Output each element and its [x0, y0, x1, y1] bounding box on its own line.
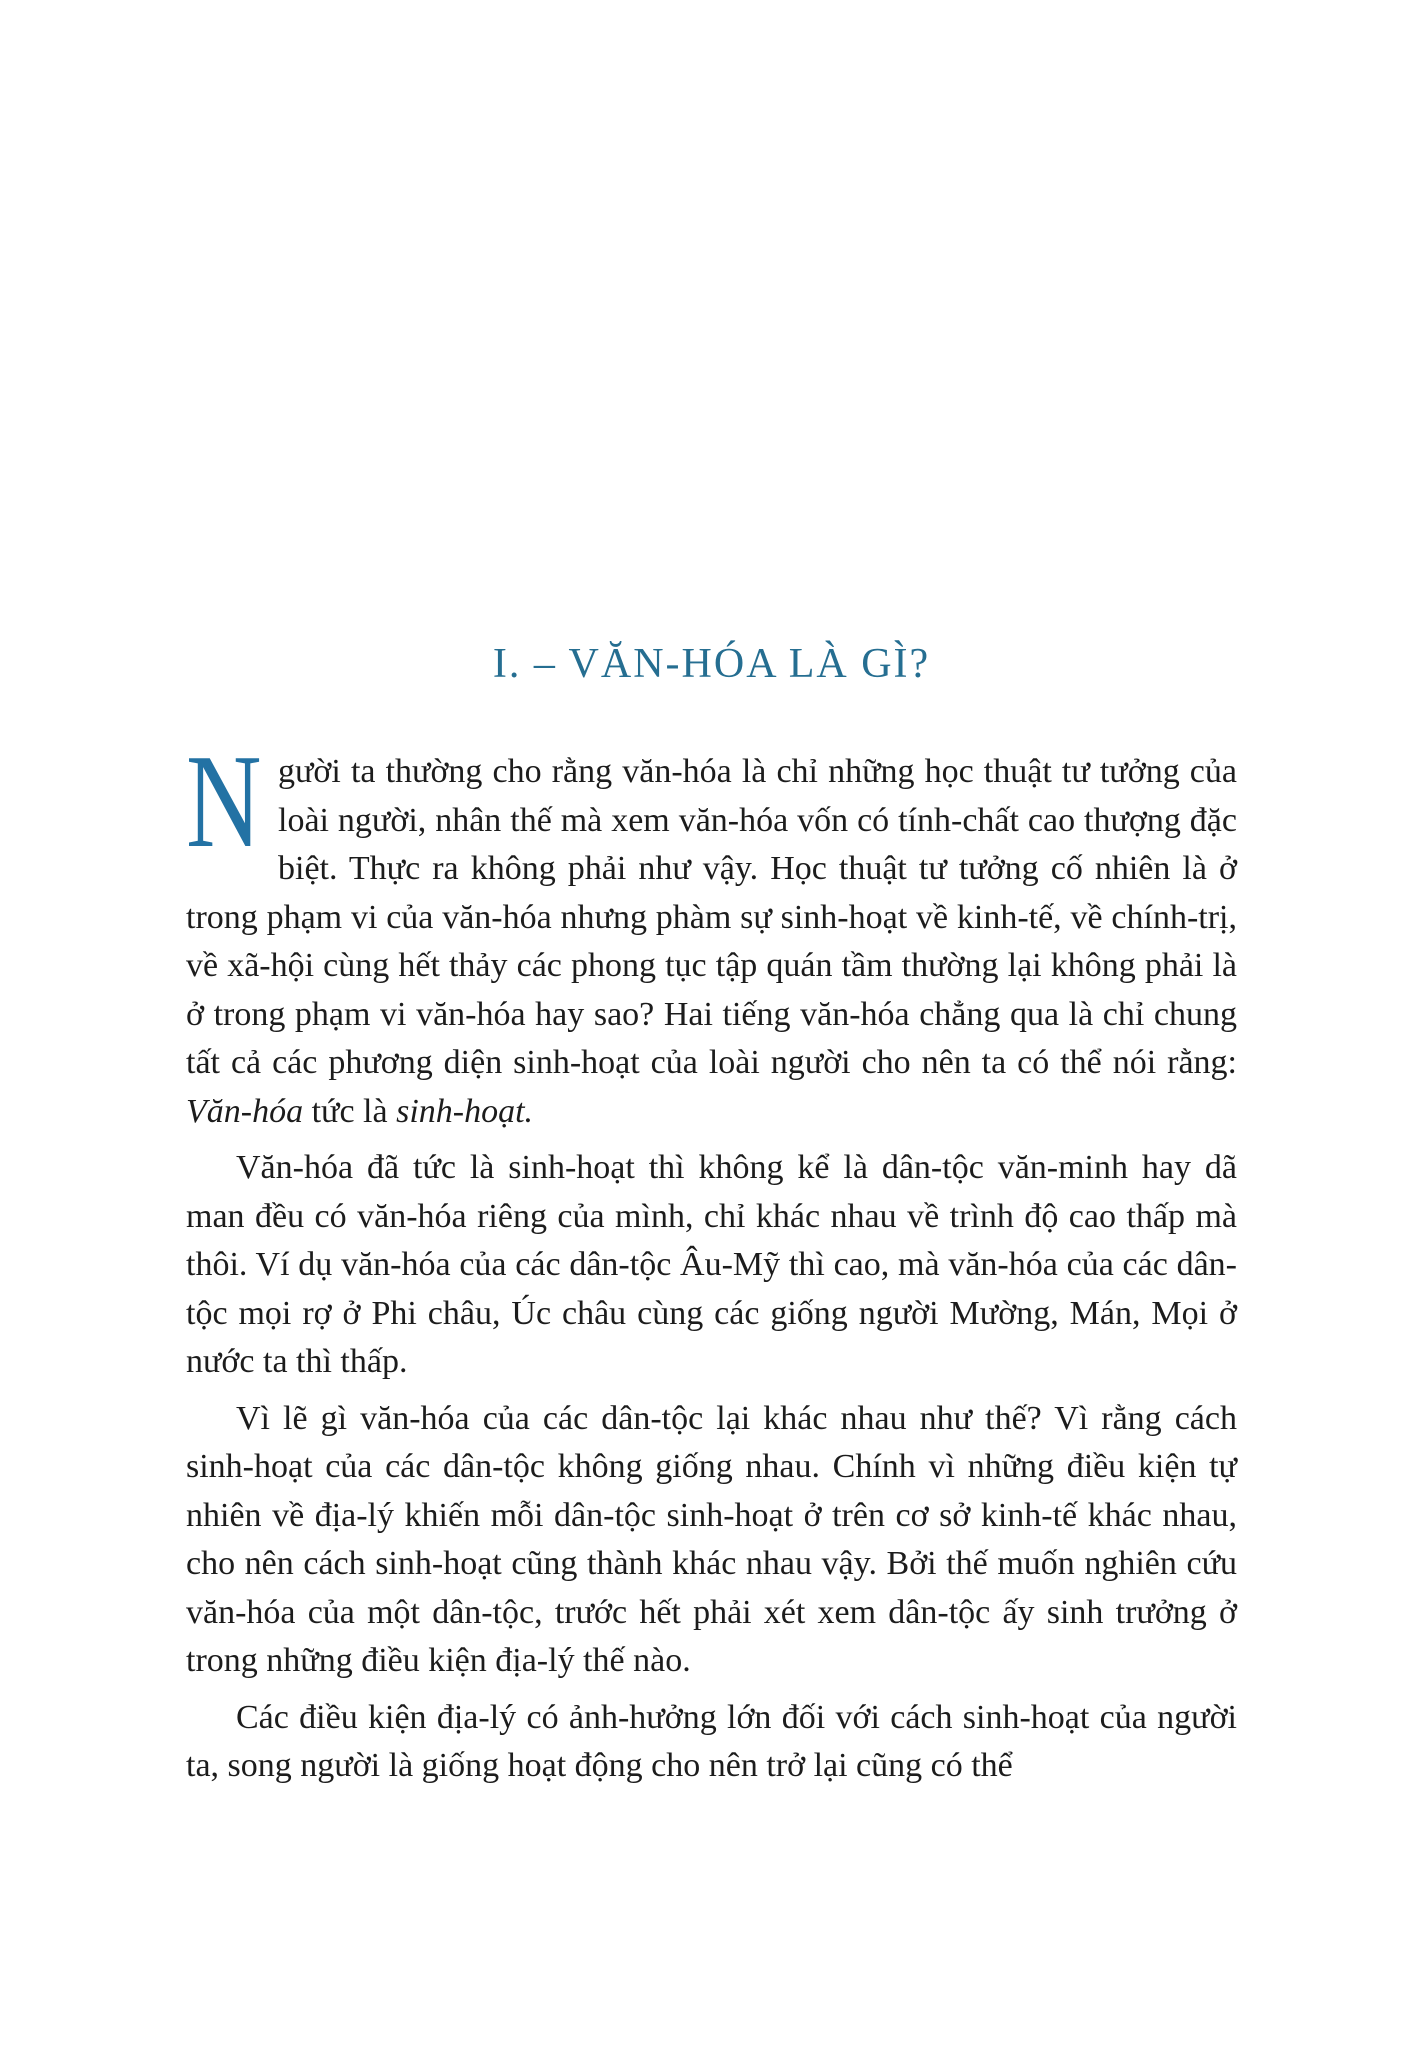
emphasis-van-hoa: Văn-hóa: [186, 1092, 304, 1130]
paragraph-1-text: gười ta thường cho rằng văn-hóa là chỉ những học thuật tư tưởng của loài người, nhân thế mà xem văn-hóa vốn có tính-chất cao thượng đặc biệt. Thực ra không phải như vậy. Học thuật tư tưởng cố nhiên là ở trong phạm vi của văn-hóa nhưng phàm sự sinh-hoạt về kinh-tế, về chính-trị, về xã-hội cùng hết thảy các phong tục tập quán tầm thường lại không phải là ở trong phạm vi văn-hóa hay sao? Hai tiếng văn-hóa chẳng qua là chỉ chung tất cả các phương diện sinh-hoạt của loài người cho nên ta có thể nói rằng:: [186, 753, 1237, 1082]
chapter-heading: I. – VĂN-HÓA LÀ GÌ?: [492, 641, 931, 687]
paragraph-3: [186, 1395, 1237, 1686]
paragraph-1-text-2: tức là: [311, 1092, 388, 1130]
text-block: [186, 727, 1237, 1791]
paragraph-2-text: Văn-hóa đã tức là sinh-hoạt thì không kể là dân-tộc văn-minh hay dã man đều có văn-hóa riêng của mình, chỉ khác nhau về trình độ cao thấp mà thôi. Ví dụ văn-hóa của các dân-tộc Âu-Mỹ thì cao, mà văn-hóa của các dân-tộc mọi rợ ở Phi châu, Úc châu cùng các giống người Mường, Mán, Mọi ở nước ta thì thấp.: [186, 1149, 1237, 1381]
emphasis-sinh-hoat: sinh-hoạt.: [396, 1092, 534, 1130]
paragraph-3-text: Vì lẽ gì văn-hóa của các dân-tộc lại khác nhau như thế? Vì rằng cách sinh-hoạt của các dân-tộc không giống nhau. Chính vì những điều kiện tự nhiên về địa-lý khiến mỗi dân-tộc sinh-hoạt ở trên cơ sở kinh-tế khác nhau, cho nên cách sinh-hoạt cũng thành khác nhau vậy. Bởi thế muốn nghiên cứu văn-hóa của một dân-tộc, trước hết phải xét xem dân-tộc ấy sinh trưởng ở trong những điều kiện địa-lý thế nào.: [186, 1399, 1237, 1680]
drop-cap: N: [186, 727, 262, 876]
paragraph-1: [186, 727, 1237, 1136]
paragraph-4-text: Các điều kiện địa-lý có ảnh-hưởng lớn đối với cách sinh-hoạt của người ta, song người là giống hoạt động cho nên trở lại cũng có thể: [186, 1698, 1237, 1785]
paragraph-2: [186, 1144, 1237, 1387]
paragraph-4: [186, 1694, 1237, 1791]
